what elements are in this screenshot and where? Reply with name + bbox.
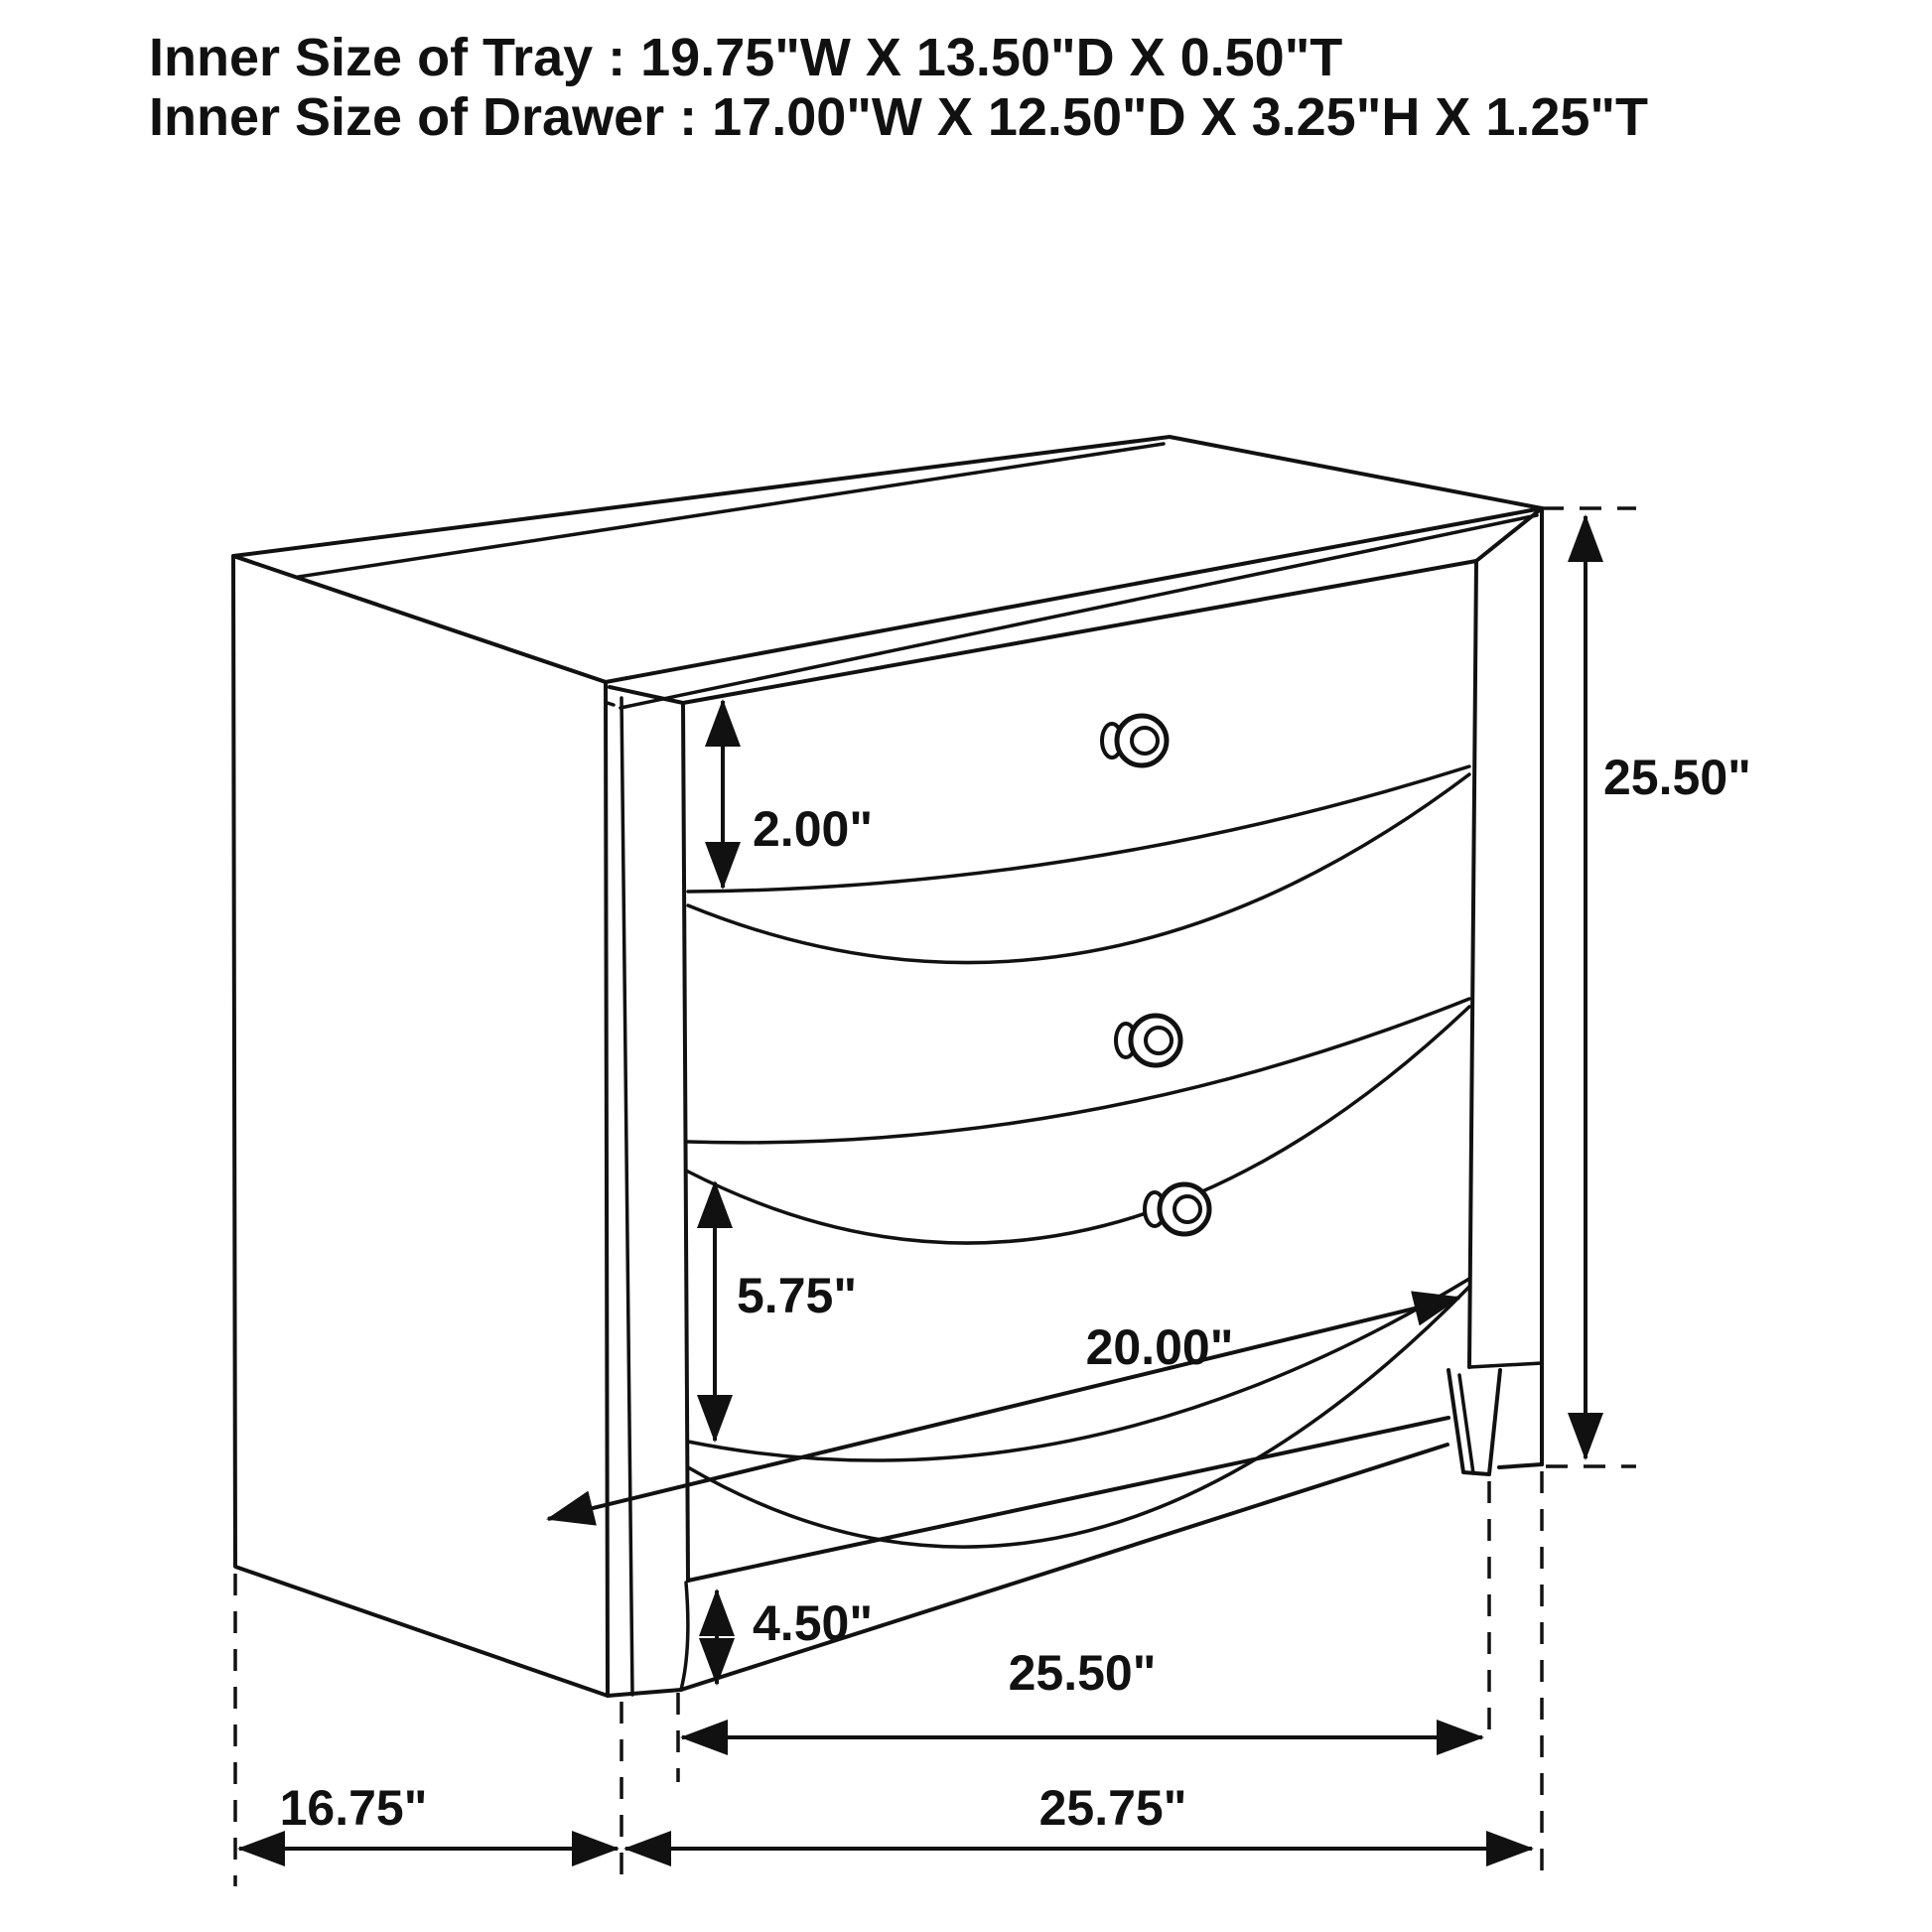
cabinet-drawing	[233, 437, 1542, 1696]
dimension-label: 2.00"	[753, 801, 874, 857]
dimension-label: 4.50"	[753, 1595, 874, 1651]
base-top-curve	[688, 1287, 1469, 1547]
tray-inner-size-note: Inner Size of Tray : 19.75"W X 13.50"D X 0.50"T	[149, 28, 1343, 87]
dimension-label: 16.75"	[279, 1780, 428, 1836]
dimension-label: 5.75"	[737, 1268, 858, 1323]
right-stile-inner-edge	[1469, 561, 1476, 1367]
left-stile-bottom-curve	[681, 1583, 688, 1690]
drawer-inner-size-note: Inner Size of Drawer : 17.00"W X 12.50"D X 3.25"H X 1.25"T	[149, 87, 1649, 147]
knob-inner-ring	[1174, 1196, 1200, 1222]
dimension-label: 20.00"	[1085, 1319, 1234, 1375]
side-front-edge-inner	[621, 698, 632, 1695]
right-stile-bottom-edge	[1499, 1464, 1542, 1467]
knob-inner-ring	[1132, 728, 1158, 754]
drawer1-knob	[1102, 716, 1167, 765]
drawer3-knob	[1145, 1184, 1209, 1234]
dimension-label: 25.50"	[1603, 750, 1751, 805]
front-right-leg	[1449, 1370, 1500, 1474]
drawer2-knob	[1116, 1016, 1180, 1065]
drawer2-bottom-curve	[688, 999, 1469, 1143]
knob-inner-ring	[1146, 1028, 1172, 1053]
dimension-label: 25.50"	[1008, 1645, 1157, 1701]
dimension-label: 25.75"	[1038, 1780, 1187, 1836]
dimension-top-drawer-height	[723, 701, 873, 888]
dimension-middle-drawer-height	[715, 1182, 857, 1441]
dimension-overall-height	[1542, 508, 1751, 1466]
left-stile-bottom-edge	[608, 1690, 681, 1696]
bottom-rail-right-top	[1469, 1363, 1542, 1367]
cabinet-side-panel	[233, 556, 608, 1696]
